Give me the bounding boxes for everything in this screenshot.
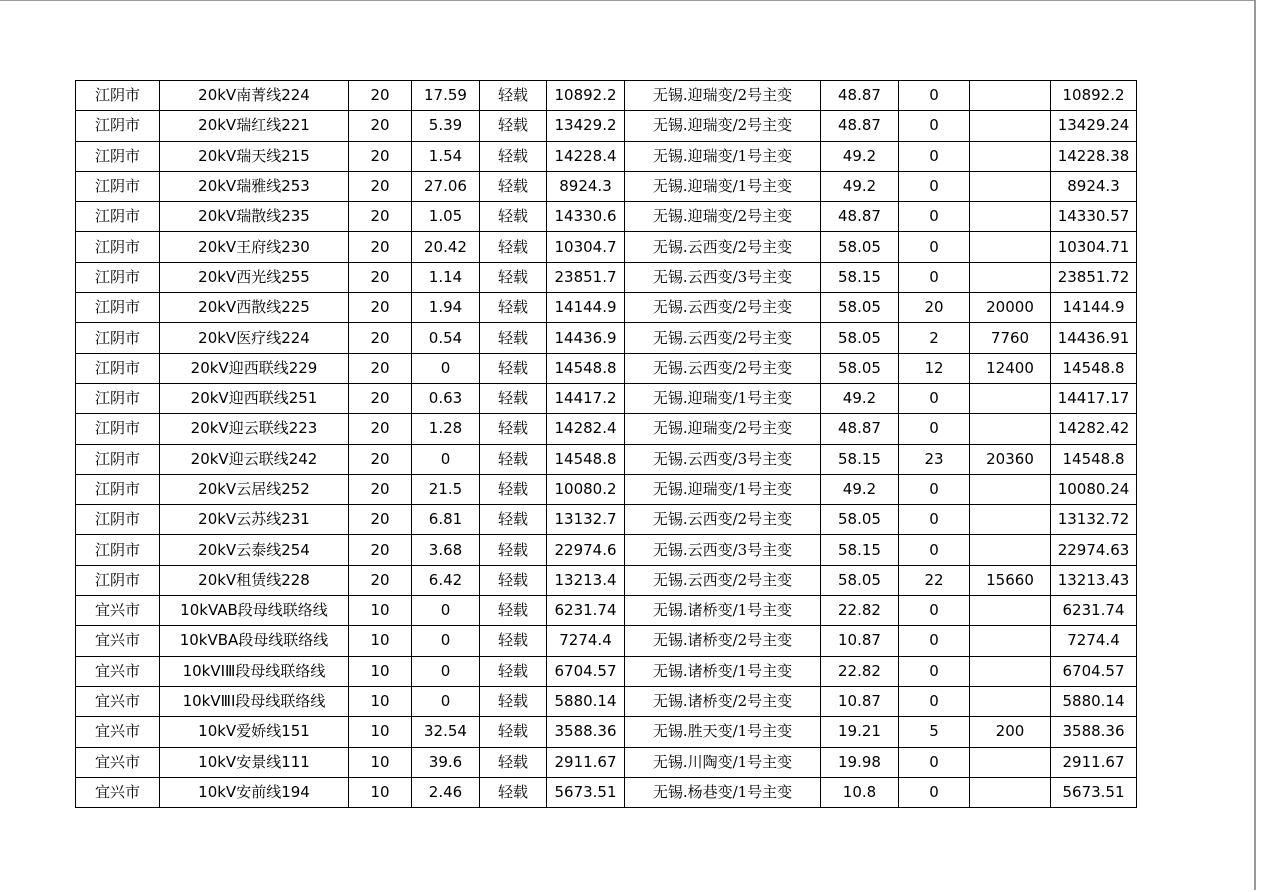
substation-load-cell: 48.87 xyxy=(821,111,899,141)
substation-load-cell: 58.05 xyxy=(821,353,899,383)
load-status-cell: 轻载 xyxy=(480,171,547,201)
capacity-cell: 8924.3 xyxy=(547,171,625,201)
city-cell: 江阴市 xyxy=(76,171,160,201)
substation-load-cell: 58.05 xyxy=(821,565,899,595)
table-row xyxy=(76,202,1137,232)
substation-cell: 无锡.迎瑞变/2号主变 xyxy=(625,414,821,444)
total-cell: 13429.24 xyxy=(1051,111,1137,141)
line-name-cell: 20kV西散线225 xyxy=(160,293,349,323)
amount-cell xyxy=(970,171,1051,201)
total-cell: 5880.14 xyxy=(1051,686,1137,716)
amount-cell xyxy=(970,414,1051,444)
voltage-cell: 20 xyxy=(349,262,412,292)
substation-cell: 无锡.胜天变/1号主变 xyxy=(625,717,821,747)
total-cell: 23851.72 xyxy=(1051,262,1137,292)
amount-cell xyxy=(970,202,1051,232)
load-status-cell: 轻载 xyxy=(480,777,547,807)
total-cell: 13132.72 xyxy=(1051,505,1137,535)
load-status-cell: 轻载 xyxy=(480,232,547,262)
amount-cell xyxy=(970,626,1051,656)
city-cell: 宜兴市 xyxy=(76,656,160,686)
amount-cell xyxy=(970,505,1051,535)
line-name-cell: 10kV爱娇线151 xyxy=(160,717,349,747)
voltage-cell: 20 xyxy=(349,383,412,413)
count-cell: 0 xyxy=(899,111,970,141)
substation-load-cell: 49.2 xyxy=(821,141,899,171)
total-cell: 10892.2 xyxy=(1051,81,1137,111)
table-row xyxy=(76,656,1137,686)
voltage-cell: 20 xyxy=(349,353,412,383)
city-cell: 江阴市 xyxy=(76,505,160,535)
count-cell: 0 xyxy=(899,686,970,716)
voltage-cell: 20 xyxy=(349,535,412,565)
city-cell: 宜兴市 xyxy=(76,777,160,807)
total-cell: 6704.57 xyxy=(1051,656,1137,686)
table-row xyxy=(76,777,1137,807)
amount-cell xyxy=(970,81,1051,111)
load-status-cell: 轻载 xyxy=(480,262,547,292)
substation-load-cell: 10.87 xyxy=(821,686,899,716)
voltage-cell: 20 xyxy=(349,202,412,232)
line-name-cell: 20kV医疗线224 xyxy=(160,323,349,353)
amount-cell xyxy=(970,141,1051,171)
load-rate-cell: 0.63 xyxy=(412,383,480,413)
count-cell: 0 xyxy=(899,535,970,565)
city-cell: 江阴市 xyxy=(76,535,160,565)
table-row xyxy=(76,747,1137,777)
line-name-cell: 20kV迎西联线251 xyxy=(160,383,349,413)
amount-cell xyxy=(970,777,1051,807)
total-cell: 22974.63 xyxy=(1051,535,1137,565)
substation-cell: 无锡.云西变/2号主变 xyxy=(625,323,821,353)
count-cell: 0 xyxy=(899,656,970,686)
substation-load-cell: 48.87 xyxy=(821,414,899,444)
city-cell: 江阴市 xyxy=(76,141,160,171)
line-name-cell: 20kV租赁线228 xyxy=(160,565,349,595)
substation-load-cell: 49.2 xyxy=(821,383,899,413)
capacity-cell: 22974.6 xyxy=(547,535,625,565)
city-cell: 宜兴市 xyxy=(76,596,160,626)
load-rate-cell: 27.06 xyxy=(412,171,480,201)
count-cell: 0 xyxy=(899,596,970,626)
capacity-cell: 14417.2 xyxy=(547,383,625,413)
load-rate-cell: 2.46 xyxy=(412,777,480,807)
capacity-cell: 14330.6 xyxy=(547,202,625,232)
total-cell: 10304.71 xyxy=(1051,232,1137,262)
load-rate-cell: 0.54 xyxy=(412,323,480,353)
substation-load-cell: 19.21 xyxy=(821,717,899,747)
city-cell: 江阴市 xyxy=(76,262,160,292)
voltage-cell: 20 xyxy=(349,293,412,323)
substation-cell: 无锡.杨巷变/1号主变 xyxy=(625,777,821,807)
load-status-cell: 轻载 xyxy=(480,202,547,232)
substation-cell: 无锡.云西变/3号主变 xyxy=(625,262,821,292)
substation-cell: 无锡.诸桥变/1号主变 xyxy=(625,656,821,686)
city-cell: 江阴市 xyxy=(76,293,160,323)
count-cell: 0 xyxy=(899,262,970,292)
substation-load-cell: 58.15 xyxy=(821,444,899,474)
substation-load-cell: 22.82 xyxy=(821,656,899,686)
voltage-cell: 20 xyxy=(349,414,412,444)
voltage-cell: 20 xyxy=(349,474,412,504)
load-status-cell: 轻载 xyxy=(480,293,547,323)
substation-load-cell: 49.2 xyxy=(821,171,899,201)
substation-load-cell: 48.87 xyxy=(821,202,899,232)
city-cell: 宜兴市 xyxy=(76,686,160,716)
total-cell: 14548.8 xyxy=(1051,353,1137,383)
table-row xyxy=(76,474,1137,504)
line-name-cell: 20kV南菁线224 xyxy=(160,81,349,111)
table-row xyxy=(76,383,1137,413)
table-row xyxy=(76,141,1137,171)
load-status-cell: 轻载 xyxy=(480,444,547,474)
load-status-cell: 轻载 xyxy=(480,656,547,686)
city-cell: 江阴市 xyxy=(76,81,160,111)
city-cell: 江阴市 xyxy=(76,383,160,413)
line-name-cell: 20kV西光线255 xyxy=(160,262,349,292)
total-cell: 8924.3 xyxy=(1051,171,1137,201)
capacity-cell: 14548.8 xyxy=(547,444,625,474)
capacity-cell: 13429.2 xyxy=(547,111,625,141)
load-status-cell: 轻载 xyxy=(480,81,547,111)
capacity-cell: 23851.7 xyxy=(547,262,625,292)
load-status-cell: 轻载 xyxy=(480,626,547,656)
voltage-cell: 20 xyxy=(349,171,412,201)
load-rate-cell: 0 xyxy=(412,353,480,383)
load-rate-cell: 17.59 xyxy=(412,81,480,111)
amount-cell: 7760 xyxy=(970,323,1051,353)
line-name-cell: 20kV瑞天线215 xyxy=(160,141,349,171)
total-cell: 5673.51 xyxy=(1051,777,1137,807)
line-name-cell: 20kV迎云联线242 xyxy=(160,444,349,474)
total-cell: 6231.74 xyxy=(1051,596,1137,626)
substation-cell: 无锡.云西变/2号主变 xyxy=(625,353,821,383)
load-rate-cell: 21.5 xyxy=(412,474,480,504)
load-rate-cell: 1.28 xyxy=(412,414,480,444)
line-name-cell: 20kV云居线252 xyxy=(160,474,349,504)
count-cell: 2 xyxy=(899,323,970,353)
count-cell: 22 xyxy=(899,565,970,595)
load-status-cell: 轻载 xyxy=(480,141,547,171)
load-status-cell: 轻载 xyxy=(480,383,547,413)
table-row xyxy=(76,232,1137,262)
city-cell: 江阴市 xyxy=(76,111,160,141)
substation-load-cell: 58.15 xyxy=(821,535,899,565)
load-rate-cell: 6.81 xyxy=(412,505,480,535)
table-row xyxy=(76,111,1137,141)
load-status-cell: 轻载 xyxy=(480,323,547,353)
line-name-cell: 20kV王府线230 xyxy=(160,232,349,262)
load-rate-cell: 20.42 xyxy=(412,232,480,262)
city-cell: 宜兴市 xyxy=(76,717,160,747)
capacity-cell: 6231.74 xyxy=(547,596,625,626)
substation-cell: 无锡.迎瑞变/2号主变 xyxy=(625,81,821,111)
count-cell: 0 xyxy=(899,626,970,656)
voltage-cell: 20 xyxy=(349,141,412,171)
line-name-cell: 20kV云苏线231 xyxy=(160,505,349,535)
line-name-cell: 10kVBA段母线联络线 xyxy=(160,626,349,656)
load-rate-cell: 1.14 xyxy=(412,262,480,292)
line-name-cell: 20kV云泰线254 xyxy=(160,535,349,565)
amount-cell xyxy=(970,747,1051,777)
total-cell: 14548.8 xyxy=(1051,444,1137,474)
count-cell: 0 xyxy=(899,141,970,171)
table-row xyxy=(76,414,1137,444)
amount-cell: 20360 xyxy=(970,444,1051,474)
voltage-cell: 20 xyxy=(349,232,412,262)
amount-cell xyxy=(970,474,1051,504)
city-cell: 江阴市 xyxy=(76,444,160,474)
city-cell: 江阴市 xyxy=(76,323,160,353)
substation-load-cell: 22.82 xyxy=(821,596,899,626)
load-rate-cell: 1.94 xyxy=(412,293,480,323)
amount-cell xyxy=(970,383,1051,413)
total-cell: 2911.67 xyxy=(1051,747,1137,777)
voltage-cell: 10 xyxy=(349,717,412,747)
substation-load-cell: 10.8 xyxy=(821,777,899,807)
substation-load-cell: 19.98 xyxy=(821,747,899,777)
amount-cell xyxy=(970,232,1051,262)
capacity-cell: 7274.4 xyxy=(547,626,625,656)
city-cell: 江阴市 xyxy=(76,232,160,262)
substation-cell: 无锡.迎瑞变/2号主变 xyxy=(625,202,821,232)
table-body xyxy=(76,81,1137,808)
line-name-cell: 10kVⅠⅢ段母线联络线 xyxy=(160,656,349,686)
capacity-cell: 5673.51 xyxy=(547,777,625,807)
count-cell: 0 xyxy=(899,202,970,232)
line-name-cell: 10kV安景线111 xyxy=(160,747,349,777)
voltage-cell: 20 xyxy=(349,81,412,111)
total-cell: 3588.36 xyxy=(1051,717,1137,747)
amount-cell: 200 xyxy=(970,717,1051,747)
line-name-cell: 20kV瑞散线235 xyxy=(160,202,349,232)
count-cell: 0 xyxy=(899,171,970,201)
capacity-cell: 10304.7 xyxy=(547,232,625,262)
substation-load-cell: 10.87 xyxy=(821,626,899,656)
load-rate-cell: 32.54 xyxy=(412,717,480,747)
count-cell: 0 xyxy=(899,383,970,413)
load-rate-cell: 1.54 xyxy=(412,141,480,171)
load-rate-cell: 5.39 xyxy=(412,111,480,141)
table-row xyxy=(76,353,1137,383)
substation-cell: 无锡.川陶变/1号主变 xyxy=(625,747,821,777)
load-rate-cell: 0 xyxy=(412,626,480,656)
load-status-cell: 轻载 xyxy=(480,353,547,383)
load-rate-cell: 0 xyxy=(412,686,480,716)
voltage-cell: 10 xyxy=(349,596,412,626)
load-status-cell: 轻载 xyxy=(480,535,547,565)
substation-cell: 无锡.迎瑞变/1号主变 xyxy=(625,474,821,504)
line-name-cell: 20kV迎西联线229 xyxy=(160,353,349,383)
total-cell: 14436.91 xyxy=(1051,323,1137,353)
capacity-cell: 13213.4 xyxy=(547,565,625,595)
line-name-cell: 10kVAB段母线联络线 xyxy=(160,596,349,626)
substation-cell: 无锡.云西变/3号主变 xyxy=(625,444,821,474)
city-cell: 江阴市 xyxy=(76,474,160,504)
amount-cell xyxy=(970,262,1051,292)
city-cell: 宜兴市 xyxy=(76,747,160,777)
substation-load-cell: 58.05 xyxy=(821,505,899,535)
table-row xyxy=(76,293,1137,323)
count-cell: 20 xyxy=(899,293,970,323)
city-cell: 江阴市 xyxy=(76,353,160,383)
voltage-cell: 20 xyxy=(349,111,412,141)
load-status-cell: 轻载 xyxy=(480,111,547,141)
count-cell: 0 xyxy=(899,81,970,111)
amount-cell xyxy=(970,535,1051,565)
line-name-cell: 10kVⅢⅠ段母线联络线 xyxy=(160,686,349,716)
substation-load-cell: 58.05 xyxy=(821,232,899,262)
load-rate-cell: 0 xyxy=(412,656,480,686)
amount-cell xyxy=(970,656,1051,686)
voltage-cell: 10 xyxy=(349,777,412,807)
table-row xyxy=(76,596,1137,626)
table-row xyxy=(76,171,1137,201)
capacity-cell: 13132.7 xyxy=(547,505,625,535)
load-status-cell: 轻载 xyxy=(480,565,547,595)
table-row xyxy=(76,565,1137,595)
substation-cell: 无锡.诸桥变/1号主变 xyxy=(625,596,821,626)
substation-cell: 无锡.迎瑞变/2号主变 xyxy=(625,111,821,141)
amount-cell: 15660 xyxy=(970,565,1051,595)
city-cell: 宜兴市 xyxy=(76,626,160,656)
count-cell: 12 xyxy=(899,353,970,383)
capacity-cell: 3588.36 xyxy=(547,717,625,747)
line-name-cell: 20kV迎云联线223 xyxy=(160,414,349,444)
total-cell: 13213.43 xyxy=(1051,565,1137,595)
count-cell: 0 xyxy=(899,474,970,504)
load-rate-cell: 39.6 xyxy=(412,747,480,777)
city-cell: 江阴市 xyxy=(76,414,160,444)
capacity-cell: 5880.14 xyxy=(547,686,625,716)
voltage-cell: 20 xyxy=(349,565,412,595)
load-rate-cell: 6.42 xyxy=(412,565,480,595)
load-rate-cell: 0 xyxy=(412,444,480,474)
substation-cell: 无锡.诸桥变/2号主变 xyxy=(625,626,821,656)
substation-cell: 无锡.云西变/2号主变 xyxy=(625,293,821,323)
feeder-load-table xyxy=(75,80,1137,808)
line-name-cell: 20kV瑞红线221 xyxy=(160,111,349,141)
load-status-cell: 轻载 xyxy=(480,596,547,626)
amount-cell xyxy=(970,686,1051,716)
count-cell: 5 xyxy=(899,717,970,747)
substation-load-cell: 58.05 xyxy=(821,293,899,323)
capacity-cell: 14282.4 xyxy=(547,414,625,444)
count-cell: 0 xyxy=(899,232,970,262)
count-cell: 0 xyxy=(899,777,970,807)
count-cell: 0 xyxy=(899,505,970,535)
table-row xyxy=(76,81,1137,111)
load-status-cell: 轻载 xyxy=(480,474,547,504)
load-status-cell: 轻载 xyxy=(480,747,547,777)
amount-cell: 12400 xyxy=(970,353,1051,383)
count-cell: 23 xyxy=(899,444,970,474)
substation-cell: 无锡.迎瑞变/1号主变 xyxy=(625,171,821,201)
table-row xyxy=(76,626,1137,656)
capacity-cell: 14228.4 xyxy=(547,141,625,171)
substation-load-cell: 58.05 xyxy=(821,323,899,353)
substation-cell: 无锡.云西变/2号主变 xyxy=(625,565,821,595)
total-cell: 14330.57 xyxy=(1051,202,1137,232)
load-rate-cell: 1.05 xyxy=(412,202,480,232)
table-row xyxy=(76,323,1137,353)
voltage-cell: 20 xyxy=(349,505,412,535)
capacity-cell: 2911.67 xyxy=(547,747,625,777)
voltage-cell: 20 xyxy=(349,444,412,474)
amount-cell: 20000 xyxy=(970,293,1051,323)
total-cell: 10080.24 xyxy=(1051,474,1137,504)
city-cell: 江阴市 xyxy=(76,202,160,232)
load-status-cell: 轻载 xyxy=(480,505,547,535)
capacity-cell: 14548.8 xyxy=(547,353,625,383)
substation-load-cell: 49.2 xyxy=(821,474,899,504)
table-row xyxy=(76,505,1137,535)
substation-cell: 无锡.云西变/2号主变 xyxy=(625,505,821,535)
voltage-cell: 20 xyxy=(349,323,412,353)
line-name-cell: 10kV安前线194 xyxy=(160,777,349,807)
line-name-cell: 20kV瑞雅线253 xyxy=(160,171,349,201)
voltage-cell: 10 xyxy=(349,626,412,656)
table-row xyxy=(76,262,1137,292)
capacity-cell: 10080.2 xyxy=(547,474,625,504)
voltage-cell: 10 xyxy=(349,686,412,716)
capacity-cell: 14144.9 xyxy=(547,293,625,323)
total-cell: 14228.38 xyxy=(1051,141,1137,171)
load-rate-cell: 0 xyxy=(412,596,480,626)
total-cell: 14417.17 xyxy=(1051,383,1137,413)
amount-cell xyxy=(970,596,1051,626)
total-cell: 14282.42 xyxy=(1051,414,1137,444)
count-cell: 0 xyxy=(899,414,970,444)
table-row xyxy=(76,717,1137,747)
total-cell: 14144.9 xyxy=(1051,293,1137,323)
voltage-cell: 10 xyxy=(349,656,412,686)
substation-cell: 无锡.诸桥变/2号主变 xyxy=(625,686,821,716)
load-rate-cell: 3.68 xyxy=(412,535,480,565)
total-cell: 7274.4 xyxy=(1051,626,1137,656)
voltage-cell: 10 xyxy=(349,747,412,777)
substation-cell: 无锡.迎瑞变/1号主变 xyxy=(625,383,821,413)
amount-cell xyxy=(970,111,1051,141)
load-status-cell: 轻载 xyxy=(480,686,547,716)
table-row xyxy=(76,686,1137,716)
city-cell: 江阴市 xyxy=(76,565,160,595)
substation-cell: 无锡.云西变/3号主变 xyxy=(625,535,821,565)
table-row xyxy=(76,444,1137,474)
substation-load-cell: 48.87 xyxy=(821,81,899,111)
table-row xyxy=(76,535,1137,565)
capacity-cell: 14436.9 xyxy=(547,323,625,353)
count-cell: 0 xyxy=(899,747,970,777)
load-status-cell: 轻载 xyxy=(480,717,547,747)
capacity-cell: 10892.2 xyxy=(547,81,625,111)
load-status-cell: 轻载 xyxy=(480,414,547,444)
capacity-cell: 6704.57 xyxy=(547,656,625,686)
substation-cell: 无锡.云西变/2号主变 xyxy=(625,232,821,262)
substation-load-cell: 58.15 xyxy=(821,262,899,292)
substation-cell: 无锡.迎瑞变/1号主变 xyxy=(625,141,821,171)
